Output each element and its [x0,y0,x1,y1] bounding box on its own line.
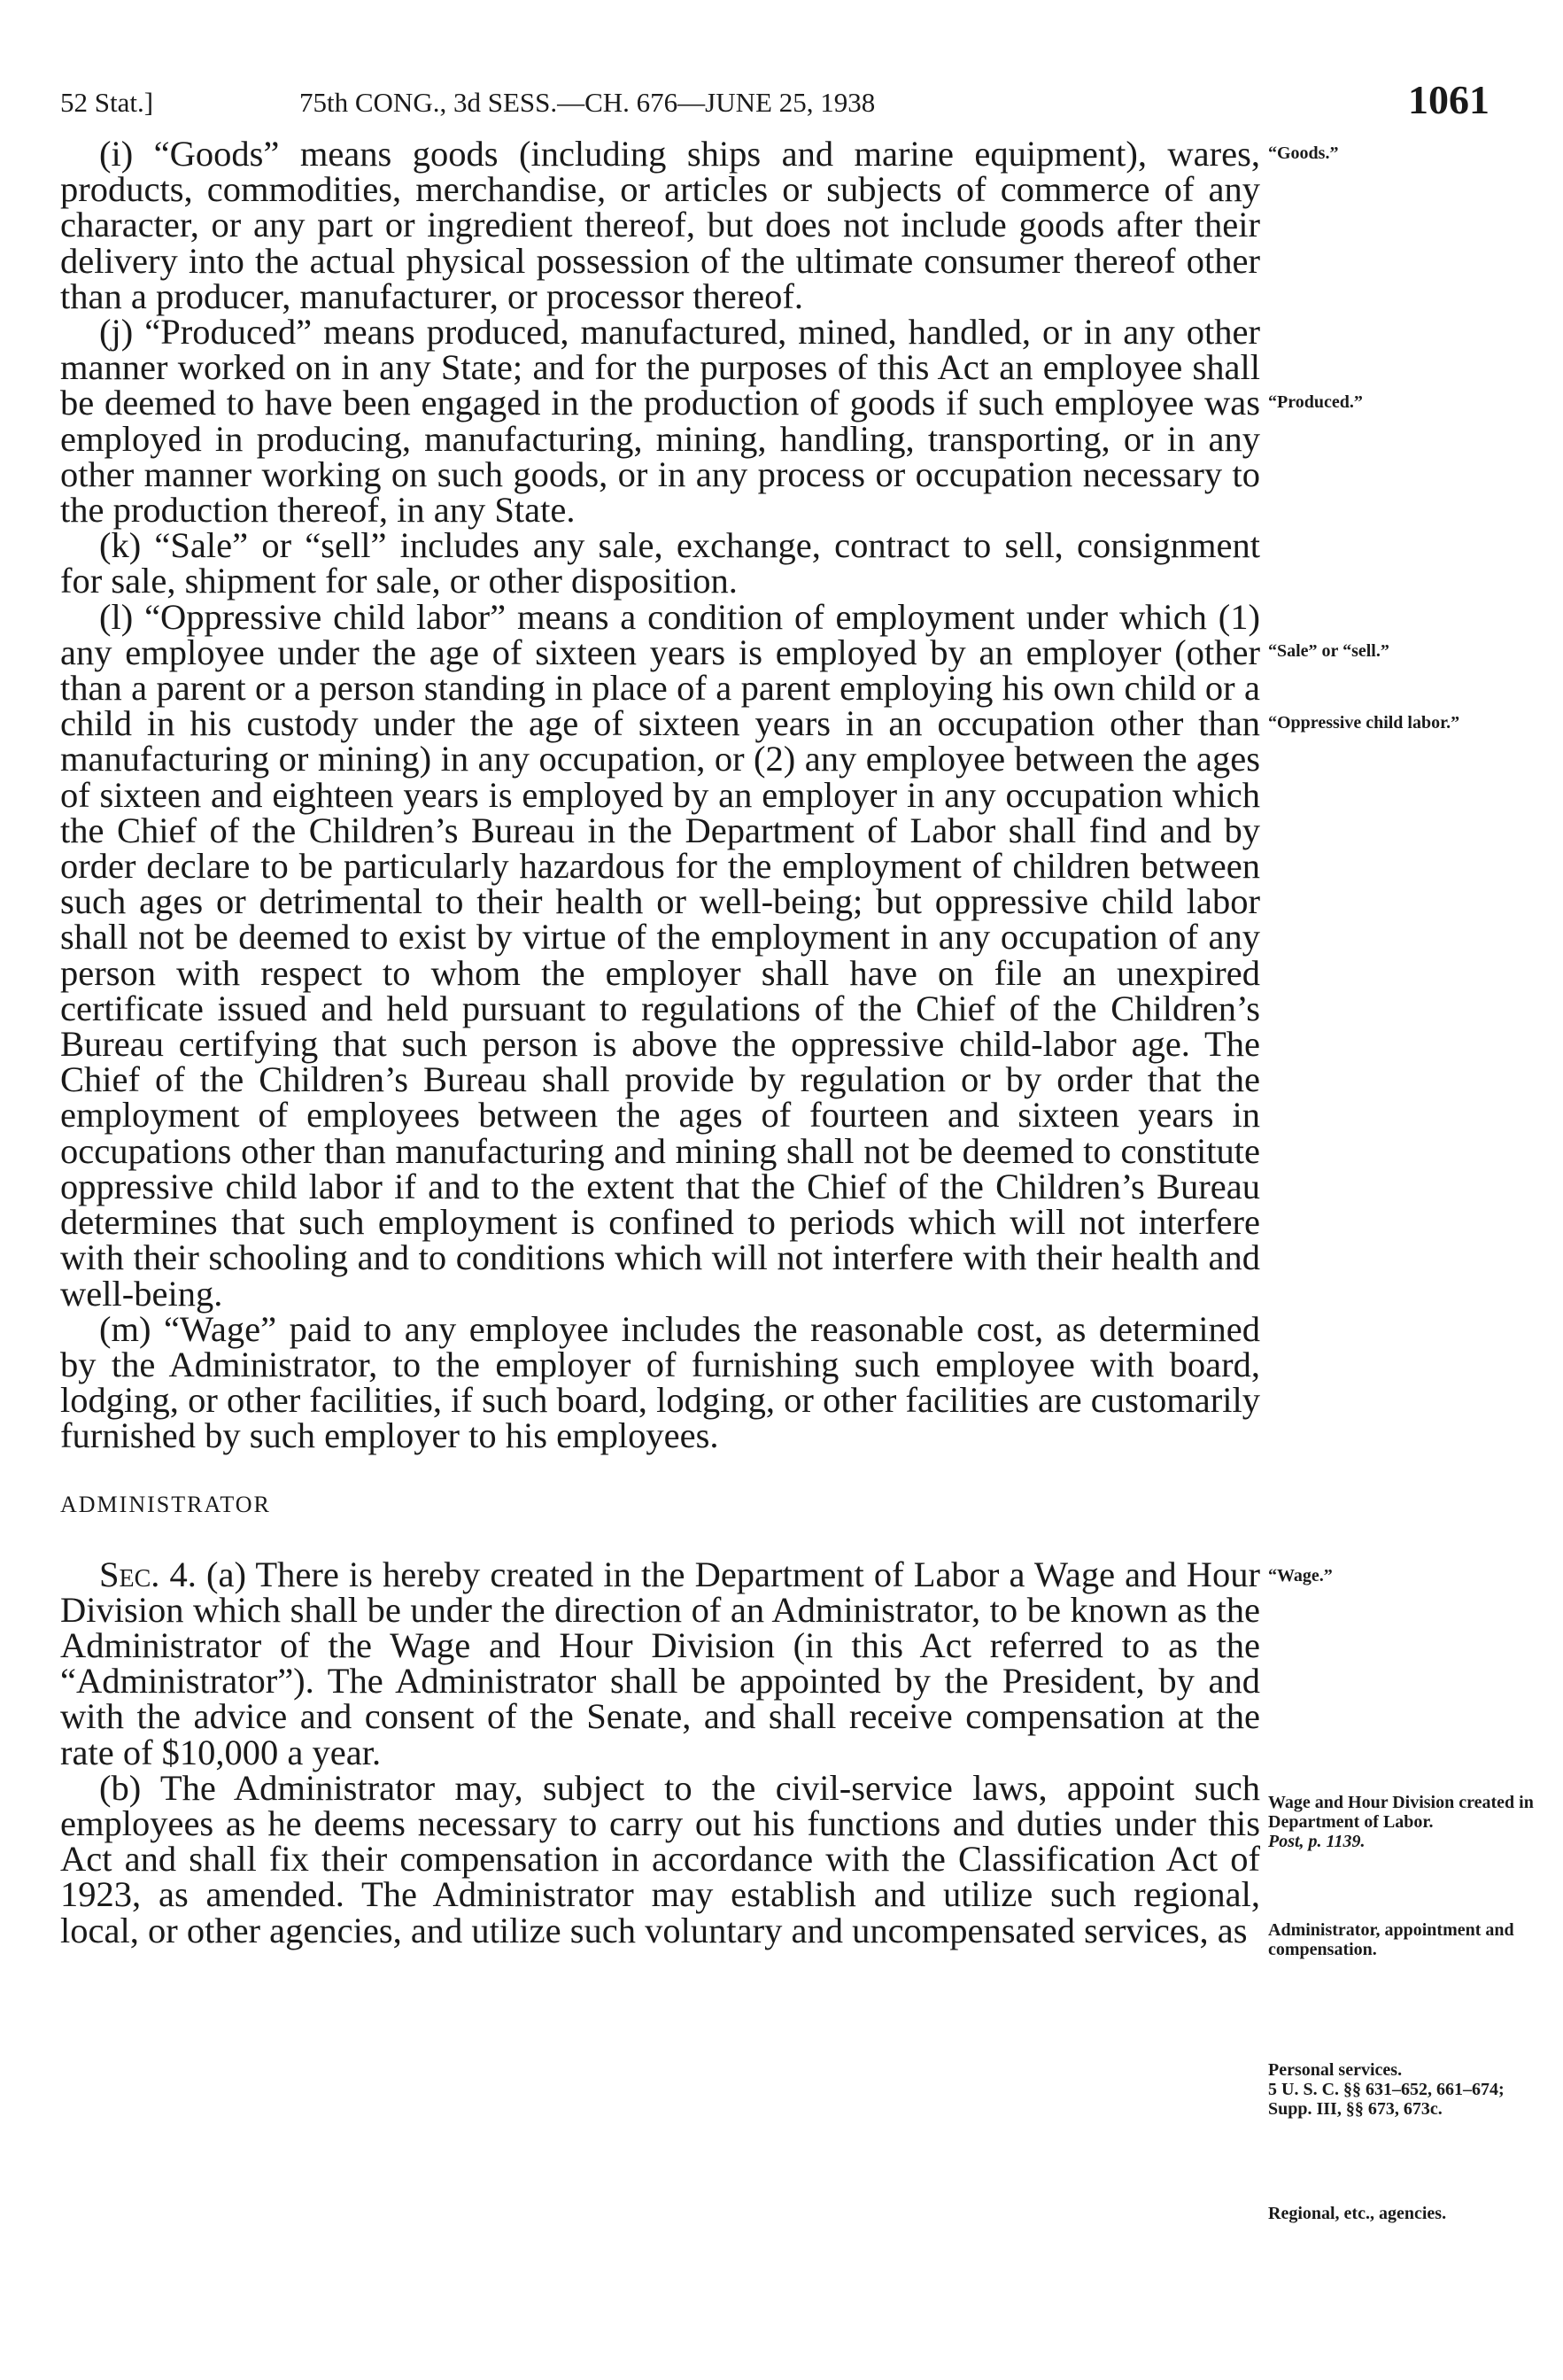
margin-note-division [1268,1793,1534,1851]
margin-note-administrator: Administrator, appointment and compensation. [1268,1920,1514,1959]
margin-note-produced: “Produced.” [1268,392,1363,412]
margin-note-wage: “Wage.” [1268,1566,1333,1585]
section-heading: ADMINISTRATOR [60,1491,271,1517]
sec4-a-text: (a) There is hereby created in the Department of Labor a Wage and Hour Division which shall be under the direction of an Administrator, to be known as the Administrator of the Wage and Hour Division (in this Act referred to as the “Administrator”). The Administrator shall be appointed by the President, by and with the advice and consent of the Senate, and shall receive compensation at the rate of $10,000 a year. [60,1554,1261,1772]
paragraph-goods: (i) “Goods” means goods (including ships and marine equipment), wares, products, commodities, merchandise, or articles or subjects of commerce of any character, or any part or ingredient thereof, but does not include goods after their delivery into the actual physical possession of the ultimate consumer thereof other than a producer, manufacturer, or processor thereof. [60,134,1260,316]
margin-note-sale: “Sale” or “sell.” [1268,641,1389,661]
margin-note-regional: Regional, etc., agencies. [1268,2204,1447,2223]
paragraph-wage: (m) “Wage” paid to any employee includes the reasonable cost, as determined by the Administrator, to the employer of furnishing such employee with board, lodging, or other facilities, if such board, lodging, or other facilities are customarily furnished by such employer to his employees. [60,1308,1260,1456]
personal-services-title: Personal services. [1268,2060,1403,2080]
personal-services-citation: 5 U. S. C. §§ 631–652, 661–674; Supp. III, §§ 673, 673c. [1268,2080,1505,2119]
volume-reference: 52 Stat.] [60,87,154,118]
margin-note-oppressive: “Oppressive child labor.” [1268,713,1460,733]
paragraph-produced: (j) “Produced” means produced, manufactured, mined, handled, or in any other manner worked on in any State; and for the purposes of this Act an employee shall be deemed to have been engaged in the production of goods if such employee was employed in producing, manufacturing, mining, handling, transporting, or in any other manner working on such goods, or in any process or occupation necessary to the production thereof, in any State. [60,312,1260,531]
main-text-column [60,136,1260,1949]
division-note-ref: Post, p. 1139. [1268,1832,1366,1851]
paragraph-sec4-a [60,1554,1261,1772]
division-note-text: Wage and Hour Division created in Department of Labor. [1268,1793,1534,1832]
session-line: 75th CONG., 3d SESS.—CH. 676—JUNE 25, 1938 [299,87,876,118]
margin-note-goods: “Goods.” [1268,143,1339,163]
paragraph-sec4-b: (b) The Administrator may, subject to the civil-service laws, appoint such employees as he deems necessary to carry out his functions and duties under this Act and shall fix their compensation in accordance with the Classification Act of 1923, as amended. The Administrator may establish and utilize such regional, local, or other agencies, and utilize such voluntary and uncompensated services, as [60,1767,1260,1950]
paragraph-oppressive-child-labor: (l) “Oppressive child labor” means a condition of employment under which (1) any employee under the age of sixteen years is employed by an employer (other than a parent or a person standing in place of a parent employing his own child or a child in his custody under the age of sixteen years in an occupation other than manufacturing or mining) in any occupation, or (2) any employee between the ages of sixteen and eighteen years is employed by an employer in any occupation which the Chief of the Children’s Bureau in the Department of Labor shall find and by order declare to be particularly hazardous for the employment of children between such ages or detrimental to their health or well-being; but oppressive child labor shall not be deemed to exist by virtue of the employment in any occupation of any person with respect to whom the employer shall have on file an unexpired certificate issued and held pursuant to regulations of the Chief of the Children’s Bureau certifying that such person is above the oppressive child-labor age. The Chief of the Children’s Bureau shall provide by regulation or by order that the employment of employees between the ages of fourteen and sixteen years in occupations other than manufacturing and mining shall not be deemed to constitute oppressive child labor if and to the extent that the Chief of the Children’s Bureau determines that such employment is confined to periods which will not interfere with their schooling and to conditions which will not interfere with their health and well-being. [60,596,1260,1314]
margin-note-personal-services [1268,2060,1534,2119]
section-label: Sec. 4. [99,1554,197,1594]
paragraph-sale: (k) “Sale” or “sell” includes any sale, exchange, contract to sell, consignment for sale, shipment for sale, or other disposition. [60,525,1260,601]
page-number: 1061 [1408,77,1489,122]
